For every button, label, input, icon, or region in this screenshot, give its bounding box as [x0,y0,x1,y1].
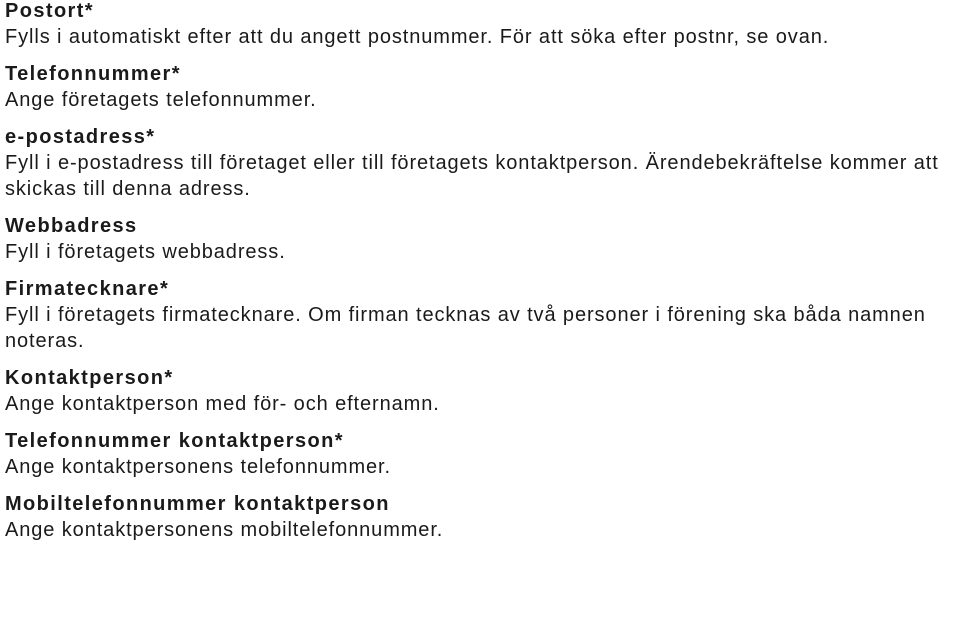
field-label: Firmatecknare* [5,278,170,300]
field-description: Ange kontaktperson med för- och efternamn. [5,393,440,415]
field-label: Telefonnummer* [5,63,181,85]
field-help-webbadress [5,213,957,265]
field-label: Telefonnummer kontaktperson* [5,430,344,452]
field-help-kontaktperson [5,365,957,417]
field-description: Fylls i automatiskt efter att du angett postnummer. För att söka efter postnr, se ovan. [5,26,830,48]
field-help-mobiltelefonnummer-kontaktperson [5,491,957,543]
field-label: Mobiltelefonnummer kontaktperson [5,493,390,515]
field-help-firmatecknare [5,276,957,354]
field-description: Ange kontaktpersonens telefonnummer. [5,456,391,478]
field-label: Postort* [5,0,94,22]
field-help-telefonnummer-kontaktperson [5,428,957,480]
field-help-postort [5,0,957,50]
field-description: Fyll i företagets webbadress. [5,241,286,263]
field-help-epostadress [5,124,957,202]
field-help-document [5,0,957,554]
field-description: Fyll i företagets firmatecknare. Om firman tecknas av två personer i förening ska båda namnen noteras. [5,304,926,352]
field-description: Ange företagets telefonnummer. [5,89,317,111]
field-help-telefonnummer [5,61,957,113]
field-description: Fyll i e-postadress till företaget eller till företagets kontaktperson. Ärendebekräftelse kommer att skickas till denna adress. [5,152,939,200]
field-label: Kontaktperson* [5,367,174,389]
field-description: Ange kontaktpersonens mobiltelefonnummer. [5,519,444,541]
field-label: Webbadress [5,215,138,237]
field-label: e-postadress* [5,126,156,148]
